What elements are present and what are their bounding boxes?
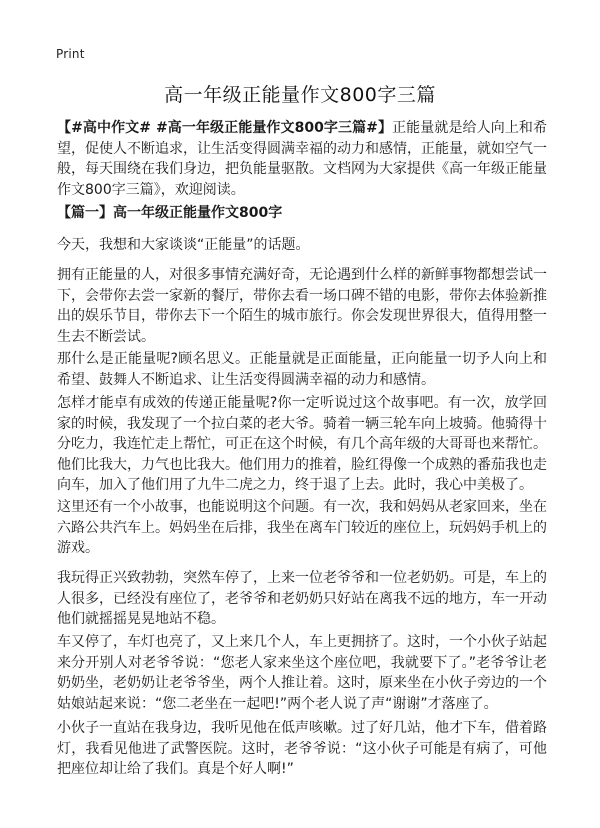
intro-tag: 【#高中作文# #高一年级正能量作文800字三篇#】 bbox=[57, 120, 393, 136]
paragraph: 车又停了，车灯也亮了，又上来几个人，车上更拥挤了。这时，一个小伙子站起来分开别人对老爷爷说：“您老人家来坐这个座位吧，我就要下了。”老爷爷让老奶奶坐，老奶奶让老爷爷坐，两个人推让着。这时，原来坐在小伙子旁边的一个姑娘站起来说：“您二老坐在一起吧!”两个老人说了声“谢谢”才落座了。 bbox=[57, 634, 547, 712]
paragraph: 我玩得正兴致勃勃，突然车停了，上来一位老爷爷和一位老奶奶。可是，车上的人很多，已经没有座位了，老爷爷和老奶奶只好站在离我不远的地方，车一开动他们就摇摇晃晃地站不稳。 bbox=[57, 570, 547, 627]
paragraph: 今天，我想和大家谈谈“正能量”的话题。 bbox=[57, 237, 310, 253]
page-title: 高一年级正能量作文800字三篇 bbox=[164, 84, 436, 106]
paragraph: 拥有正能量的人，对很多事情充满好奇，无论遇到什么样的新鲜事物都想尝试一下，会带你去尝一家新的餐厅，带你去看一场口碑不错的电影，带你去体验新推出的娱乐节目，带你去下一个陌生的城市旅行。你会发现世界很大，值得用整一生去不断尝试。 bbox=[57, 267, 547, 345]
paragraph: 那什么是正能量呢?顾名思义。正能量就是正面能量，正向能量一切予人向上和希望、鼓舞人不断追求、让生活变得圆满幸福的动力和感情。 bbox=[57, 351, 547, 388]
intro-text: 正能量就是给人向上和希望，促使人不断追求，让生活变得圆满幸福的动力和感情，正能量，就如空气一般，每天围绕在我们身边，把负能量驱散。文档网为大家提供《高一年级正能量作文800字三篇》，欢迎阅读。 bbox=[57, 120, 547, 198]
intro-paragraph bbox=[57, 118, 547, 200]
paragraph: 怎样才能卓有成效的传递正能量呢?你一定听说过这个故事吧。有一次，放学回家的时候，我发现了一个拉白菜的老大爷。骑着一辆三轮车向上坡骑。他骑得十分吃力，我连忙走上帮忙，可正在这个时候，有几个高年级的大哥哥也来帮忙。他们比我大，力气也比我大。他们用力的推着，脸红得像一个成熟的番茄我也走向车，加入了他们用了九牛二虎之力，终于退了上去。此时，我心中美极了。 bbox=[57, 395, 547, 493]
paragraph: 小伙子一直站在我身边，我听见他在低声咳嗽。过了好几站，他才下车，借着路灯，我看见他进了武警医院。这时，老爷爷说：“这小伙子可能是有病了，可他把座位却让给了我们。真是个好人啊!” bbox=[57, 720, 547, 777]
section-heading: 【篇一】高一年级正能量作文800字 bbox=[57, 205, 283, 221]
paragraph: 这里还有一个小故事，也能说明这个问题。有一次，我和妈妈从老家回来，坐在六路公共汽车上。妈妈坐在后排，我坐在离车门较近的座位上，玩妈妈手机上的游戏。 bbox=[57, 499, 547, 556]
print-label[interactable]: Print bbox=[56, 47, 85, 61]
